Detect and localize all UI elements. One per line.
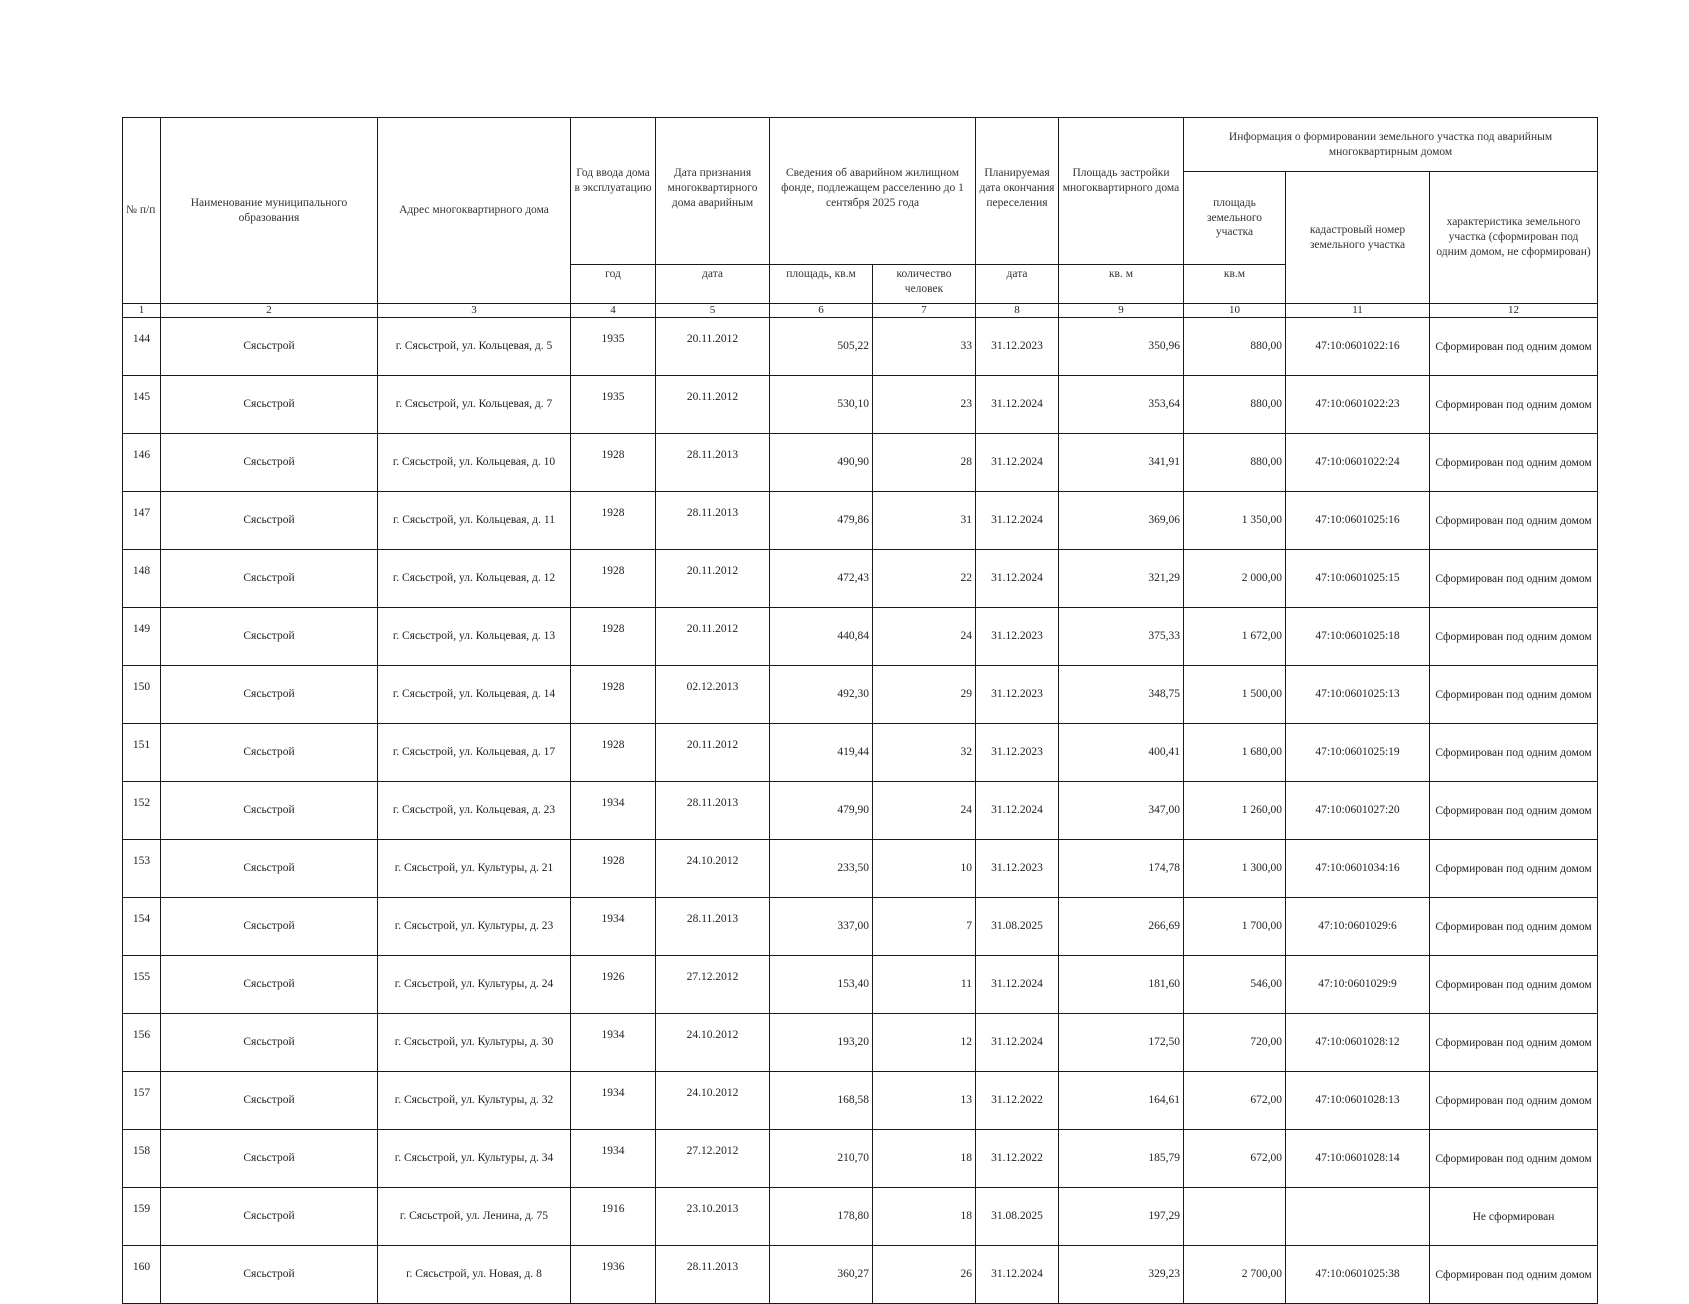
municipality-cell: Сясьстрой	[161, 898, 378, 956]
build-area-cell: 375,33	[1059, 608, 1184, 666]
address-cell: г. Сясьстрой, ул. Кольцевая, д. 23	[378, 782, 571, 840]
address-cell: г. Сясьстрой, ул. Культуры, д. 23	[378, 898, 571, 956]
cadastral-cell: 47:10:0601027:20	[1286, 782, 1430, 840]
build-area-cell: 341,91	[1059, 434, 1184, 492]
planned-date-cell: 31.08.2025	[976, 1188, 1059, 1246]
emergency-date-cell: 24.10.2012	[656, 840, 770, 898]
year-cell: 1928	[571, 492, 656, 550]
planned-date-cell: 31.12.2024	[976, 550, 1059, 608]
area-cell: 492,30	[770, 666, 873, 724]
build-area-cell: 181,60	[1059, 956, 1184, 1014]
municipality-cell: Сясьстрой	[161, 724, 378, 782]
land-char-cell: Сформирован под одним домом	[1430, 1014, 1598, 1072]
land-area-cell: 1 672,00	[1184, 608, 1286, 666]
address-cell: г. Сясьстрой, ул. Культуры, д. 32	[378, 1072, 571, 1130]
header-cadastral: кадастровый номер земельного участка	[1286, 172, 1430, 304]
unit-date2: дата	[976, 265, 1059, 304]
planned-date-cell: 31.12.2024	[976, 1246, 1059, 1304]
people-cell: 23	[873, 376, 976, 434]
area-cell: 490,90	[770, 434, 873, 492]
cadastral-cell: 47:10:0601028:13	[1286, 1072, 1430, 1130]
row-number: 147	[123, 492, 161, 550]
land-char-cell: Сформирован под одним домом	[1430, 1072, 1598, 1130]
people-cell: 22	[873, 550, 976, 608]
people-cell: 18	[873, 1130, 976, 1188]
municipality-cell: Сясьстрой	[161, 840, 378, 898]
cadastral-cell: 47:10:0601025:18	[1286, 608, 1430, 666]
row-number: 148	[123, 550, 161, 608]
address-cell: г. Сясьстрой, ул. Кольцевая, д. 5	[378, 318, 571, 376]
land-char-cell: Сформирован под одним домом	[1430, 376, 1598, 434]
unit-kvm: кв. м	[1059, 265, 1184, 304]
table-row	[123, 724, 1598, 782]
area-cell: 360,27	[770, 1246, 873, 1304]
planned-date-cell: 31.12.2024	[976, 782, 1059, 840]
area-cell: 479,90	[770, 782, 873, 840]
area-cell: 472,43	[770, 550, 873, 608]
area-cell: 233,50	[770, 840, 873, 898]
municipality-cell: Сясьстрой	[161, 1014, 378, 1072]
land-area-cell: 546,00	[1184, 956, 1286, 1014]
land-area-cell: 2 000,00	[1184, 550, 1286, 608]
cadastral-cell: 47:10:0601025:19	[1286, 724, 1430, 782]
build-area-cell: 185,79	[1059, 1130, 1184, 1188]
build-area-cell: 321,29	[1059, 550, 1184, 608]
build-area-cell: 172,50	[1059, 1014, 1184, 1072]
cadastral-cell: 47:10:0601034:16	[1286, 840, 1430, 898]
people-cell: 10	[873, 840, 976, 898]
area-cell: 530,10	[770, 376, 873, 434]
column-number: 7	[873, 304, 976, 318]
planned-date-cell: 31.08.2025	[976, 898, 1059, 956]
build-area-cell: 329,23	[1059, 1246, 1184, 1304]
land-area-cell: 880,00	[1184, 434, 1286, 492]
emergency-date-cell: 20.11.2012	[656, 724, 770, 782]
year-cell: 1928	[571, 840, 656, 898]
municipality-cell: Сясьстрой	[161, 1246, 378, 1304]
area-cell: 337,00	[770, 898, 873, 956]
cadastral-cell: 47:10:0601022:24	[1286, 434, 1430, 492]
unit-people: количество человек	[873, 265, 976, 304]
header-land-area: площадь земельного участка	[1184, 172, 1286, 265]
address-cell: г. Сясьстрой, ул. Кольцевая, д. 7	[378, 376, 571, 434]
emergency-date-cell: 24.10.2012	[656, 1072, 770, 1130]
land-char-cell: Сформирован под одним домом	[1430, 724, 1598, 782]
land-char-cell: Сформирован под одним домом	[1430, 666, 1598, 724]
build-area-cell: 174,78	[1059, 840, 1184, 898]
people-cell: 11	[873, 956, 976, 1014]
cadastral-cell: 47:10:0601022:16	[1286, 318, 1430, 376]
land-area-cell	[1184, 1188, 1286, 1246]
row-number: 158	[123, 1130, 161, 1188]
row-number: 157	[123, 1072, 161, 1130]
people-cell: 18	[873, 1188, 976, 1246]
emergency-date-cell: 02.12.2013	[656, 666, 770, 724]
table-row	[123, 1246, 1598, 1304]
people-cell: 12	[873, 1014, 976, 1072]
planned-date-cell: 31.12.2024	[976, 1014, 1059, 1072]
land-area-cell: 880,00	[1184, 376, 1286, 434]
year-cell: 1935	[571, 376, 656, 434]
column-number: 5	[656, 304, 770, 318]
table-row	[123, 434, 1598, 492]
address-cell: г. Сясьстрой, ул. Культуры, д. 24	[378, 956, 571, 1014]
cadastral-cell: 47:10:0601028:12	[1286, 1014, 1430, 1072]
land-area-cell: 1 350,00	[1184, 492, 1286, 550]
planned-date-cell: 31.12.2024	[976, 956, 1059, 1014]
row-number: 156	[123, 1014, 161, 1072]
planned-date-cell: 31.12.2022	[976, 1072, 1059, 1130]
column-number: 11	[1286, 304, 1430, 318]
year-cell: 1934	[571, 898, 656, 956]
table-row	[123, 666, 1598, 724]
table-row	[123, 782, 1598, 840]
land-area-cell: 720,00	[1184, 1014, 1286, 1072]
municipality-cell: Сясьстрой	[161, 1072, 378, 1130]
land-char-cell: Сформирован под одним домом	[1430, 550, 1598, 608]
header-address: Адрес многоквартирного дома	[378, 118, 571, 304]
year-cell: 1928	[571, 434, 656, 492]
row-number: 154	[123, 898, 161, 956]
land-char-cell: Сформирован под одним домом	[1430, 1130, 1598, 1188]
cadastral-cell: 47:10:0601025:16	[1286, 492, 1430, 550]
land-char-cell: Сформирован под одним домом	[1430, 898, 1598, 956]
row-number: 149	[123, 608, 161, 666]
cadastral-cell: 47:10:0601025:38	[1286, 1246, 1430, 1304]
address-cell: г. Сясьстрой, ул. Культуры, д. 34	[378, 1130, 571, 1188]
year-cell: 1928	[571, 550, 656, 608]
land-area-cell: 1 500,00	[1184, 666, 1286, 724]
year-cell: 1926	[571, 956, 656, 1014]
row-number: 146	[123, 434, 161, 492]
land-char-cell: Сформирован под одним домом	[1430, 956, 1598, 1014]
build-area-cell: 348,75	[1059, 666, 1184, 724]
table-row	[123, 840, 1598, 898]
address-cell: г. Сясьстрой, ул. Кольцевая, д. 10	[378, 434, 571, 492]
people-cell: 31	[873, 492, 976, 550]
table-row	[123, 608, 1598, 666]
row-number: 145	[123, 376, 161, 434]
cadastral-cell	[1286, 1188, 1430, 1246]
people-cell: 32	[873, 724, 976, 782]
table-row	[123, 898, 1598, 956]
land-char-cell: Сформирован под одним домом	[1430, 782, 1598, 840]
header-year-built: Год ввода дома в эксплуатацию	[571, 118, 656, 265]
row-number: 151	[123, 724, 161, 782]
land-area-cell: 672,00	[1184, 1072, 1286, 1130]
land-char-cell: Сформирован под одним домом	[1430, 1246, 1598, 1304]
emergency-date-cell: 24.10.2012	[656, 1014, 770, 1072]
cadastral-cell: 47:10:0601028:14	[1286, 1130, 1430, 1188]
land-area-cell: 1 700,00	[1184, 898, 1286, 956]
planned-date-cell: 31.12.2023	[976, 666, 1059, 724]
emergency-date-cell: 23.10.2013	[656, 1188, 770, 1246]
planned-date-cell: 31.12.2023	[976, 840, 1059, 898]
municipality-cell: Сясьстрой	[161, 782, 378, 840]
row-number: 159	[123, 1188, 161, 1246]
planned-date-cell: 31.12.2022	[976, 1130, 1059, 1188]
unit-area: площадь, кв.м	[770, 265, 873, 304]
address-cell: г. Сясьстрой, ул. Кольцевая, д. 11	[378, 492, 571, 550]
table-header	[123, 118, 1598, 318]
emergency-date-cell: 28.11.2013	[656, 898, 770, 956]
land-char-cell: Сформирован под одним домом	[1430, 434, 1598, 492]
emergency-date-cell: 20.11.2012	[656, 376, 770, 434]
municipality-cell: Сясьстрой	[161, 1130, 378, 1188]
column-number: 8	[976, 304, 1059, 318]
column-number: 10	[1184, 304, 1286, 318]
land-char-cell: Сформирован под одним домом	[1430, 492, 1598, 550]
year-cell: 1916	[571, 1188, 656, 1246]
planned-date-cell: 31.12.2024	[976, 434, 1059, 492]
municipality-cell: Сясьстрой	[161, 318, 378, 376]
build-area-cell: 369,06	[1059, 492, 1184, 550]
land-char-cell: Сформирован под одним домом	[1430, 318, 1598, 376]
emergency-date-cell: 27.12.2012	[656, 956, 770, 1014]
row-number: 160	[123, 1246, 161, 1304]
row-number: 144	[123, 318, 161, 376]
area-cell: 210,70	[770, 1130, 873, 1188]
municipality-cell: Сясьстрой	[161, 376, 378, 434]
year-cell: 1934	[571, 1014, 656, 1072]
header-land-char: характеристика земельного участка (сформирован под одним домом, не сформирован)	[1430, 172, 1598, 304]
planned-date-cell: 31.12.2023	[976, 724, 1059, 782]
emergency-date-cell: 28.11.2013	[656, 492, 770, 550]
address-cell: г. Сясьстрой, ул. Кольцевая, д. 12	[378, 550, 571, 608]
planned-date-cell: 31.12.2023	[976, 608, 1059, 666]
municipality-cell: Сясьстрой	[161, 434, 378, 492]
planned-date-cell: 31.12.2024	[976, 492, 1059, 550]
column-number: 2	[161, 304, 378, 318]
area-cell: 440,84	[770, 608, 873, 666]
column-number-row	[123, 304, 1598, 318]
people-cell: 28	[873, 434, 976, 492]
year-cell: 1934	[571, 1130, 656, 1188]
build-area-cell: 347,00	[1059, 782, 1184, 840]
people-cell: 13	[873, 1072, 976, 1130]
people-cell: 33	[873, 318, 976, 376]
planned-date-cell: 31.12.2024	[976, 376, 1059, 434]
column-number: 1	[123, 304, 161, 318]
emergency-date-cell: 20.11.2012	[656, 318, 770, 376]
header-num: № п/п	[123, 118, 161, 304]
address-cell: г. Сясьстрой, ул. Кольцевая, д. 14	[378, 666, 571, 724]
build-area-cell: 350,96	[1059, 318, 1184, 376]
address-cell: г. Сясьстрой, ул. Культуры, д. 21	[378, 840, 571, 898]
header-municipality: Наименование муниципального образования	[161, 118, 378, 304]
area-cell: 419,44	[770, 724, 873, 782]
emergency-date-cell: 20.11.2012	[656, 550, 770, 608]
cadastral-cell: 47:10:0601022:23	[1286, 376, 1430, 434]
year-cell: 1928	[571, 724, 656, 782]
build-area-cell: 400,41	[1059, 724, 1184, 782]
people-cell: 24	[873, 608, 976, 666]
header-build-area: Площадь застройки многоквартирного дома	[1059, 118, 1184, 265]
header-planned-date: Планируемая дата окончания переселения	[976, 118, 1059, 265]
header-date-emergency: Дата признания многоквартирного дома аварийным	[656, 118, 770, 265]
land-area-cell: 880,00	[1184, 318, 1286, 376]
area-cell: 193,20	[770, 1014, 873, 1072]
municipality-cell: Сясьстрой	[161, 608, 378, 666]
address-cell: г. Сясьстрой, ул. Культуры, д. 30	[378, 1014, 571, 1072]
emergency-date-cell: 28.11.2013	[656, 1246, 770, 1304]
unit-kvm2: кв.м	[1184, 265, 1286, 304]
table-row	[123, 318, 1598, 376]
table-row	[123, 1130, 1598, 1188]
people-cell: 26	[873, 1246, 976, 1304]
table-row	[123, 1188, 1598, 1246]
land-area-cell: 672,00	[1184, 1130, 1286, 1188]
cadastral-cell: 47:10:0601029:9	[1286, 956, 1430, 1014]
planned-date-cell: 31.12.2023	[976, 318, 1059, 376]
build-area-cell: 197,29	[1059, 1188, 1184, 1246]
land-char-cell: Не сформирован	[1430, 1188, 1598, 1246]
table-row	[123, 1014, 1598, 1072]
people-cell: 24	[873, 782, 976, 840]
column-number: 12	[1430, 304, 1598, 318]
land-area-cell: 1 260,00	[1184, 782, 1286, 840]
column-number: 3	[378, 304, 571, 318]
table-row	[123, 956, 1598, 1014]
emergency-date-cell: 28.11.2013	[656, 434, 770, 492]
column-number: 9	[1059, 304, 1184, 318]
municipality-cell: Сясьстрой	[161, 550, 378, 608]
people-cell: 29	[873, 666, 976, 724]
year-cell: 1934	[571, 782, 656, 840]
emergency-housing-table	[122, 117, 1598, 1304]
cadastral-cell: 47:10:0601025:13	[1286, 666, 1430, 724]
people-cell: 7	[873, 898, 976, 956]
municipality-cell: Сясьстрой	[161, 492, 378, 550]
table-row	[123, 376, 1598, 434]
address-cell: г. Сясьстрой, ул. Новая, д. 8	[378, 1246, 571, 1304]
land-area-cell: 1 680,00	[1184, 724, 1286, 782]
year-cell: 1928	[571, 666, 656, 724]
row-number: 155	[123, 956, 161, 1014]
municipality-cell: Сясьстрой	[161, 1188, 378, 1246]
address-cell: г. Сясьстрой, ул. Ленина, д. 75	[378, 1188, 571, 1246]
emergency-date-cell: 27.12.2012	[656, 1130, 770, 1188]
cadastral-cell: 47:10:0601029:6	[1286, 898, 1430, 956]
year-cell: 1928	[571, 608, 656, 666]
address-cell: г. Сясьстрой, ул. Кольцевая, д. 17	[378, 724, 571, 782]
table-row	[123, 492, 1598, 550]
area-cell: 505,22	[770, 318, 873, 376]
address-cell: г. Сясьстрой, ул. Кольцевая, д. 13	[378, 608, 571, 666]
column-number: 4	[571, 304, 656, 318]
municipality-cell: Сясьстрой	[161, 956, 378, 1014]
land-char-cell: Сформирован под одним домом	[1430, 840, 1598, 898]
column-number: 6	[770, 304, 873, 318]
build-area-cell: 266,69	[1059, 898, 1184, 956]
row-number: 153	[123, 840, 161, 898]
land-area-cell: 2 700,00	[1184, 1246, 1286, 1304]
year-cell: 1935	[571, 318, 656, 376]
row-number: 152	[123, 782, 161, 840]
unit-year: год	[571, 265, 656, 304]
area-cell: 153,40	[770, 956, 873, 1014]
cadastral-cell: 47:10:0601025:15	[1286, 550, 1430, 608]
emergency-date-cell: 28.11.2013	[656, 782, 770, 840]
build-area-cell: 353,64	[1059, 376, 1184, 434]
row-number: 150	[123, 666, 161, 724]
area-cell: 178,80	[770, 1188, 873, 1246]
area-cell: 479,86	[770, 492, 873, 550]
land-char-cell: Сформирован под одним домом	[1430, 608, 1598, 666]
year-cell: 1934	[571, 1072, 656, 1130]
unit-date: дата	[656, 265, 770, 304]
build-area-cell: 164,61	[1059, 1072, 1184, 1130]
header-land-info: Информация о формировании земельного участка под аварийным многоквартирным домом	[1184, 118, 1598, 172]
municipality-cell: Сясьстрой	[161, 666, 378, 724]
year-cell: 1936	[571, 1246, 656, 1304]
emergency-date-cell: 20.11.2012	[656, 608, 770, 666]
table-body	[123, 318, 1598, 1304]
header-emergency-info: Сведения об аварийном жилищном фонде, подлежащем расселению до 1 сентября 2025 года	[770, 118, 976, 265]
table-row	[123, 550, 1598, 608]
table-row	[123, 1072, 1598, 1130]
land-area-cell: 1 300,00	[1184, 840, 1286, 898]
area-cell: 168,58	[770, 1072, 873, 1130]
